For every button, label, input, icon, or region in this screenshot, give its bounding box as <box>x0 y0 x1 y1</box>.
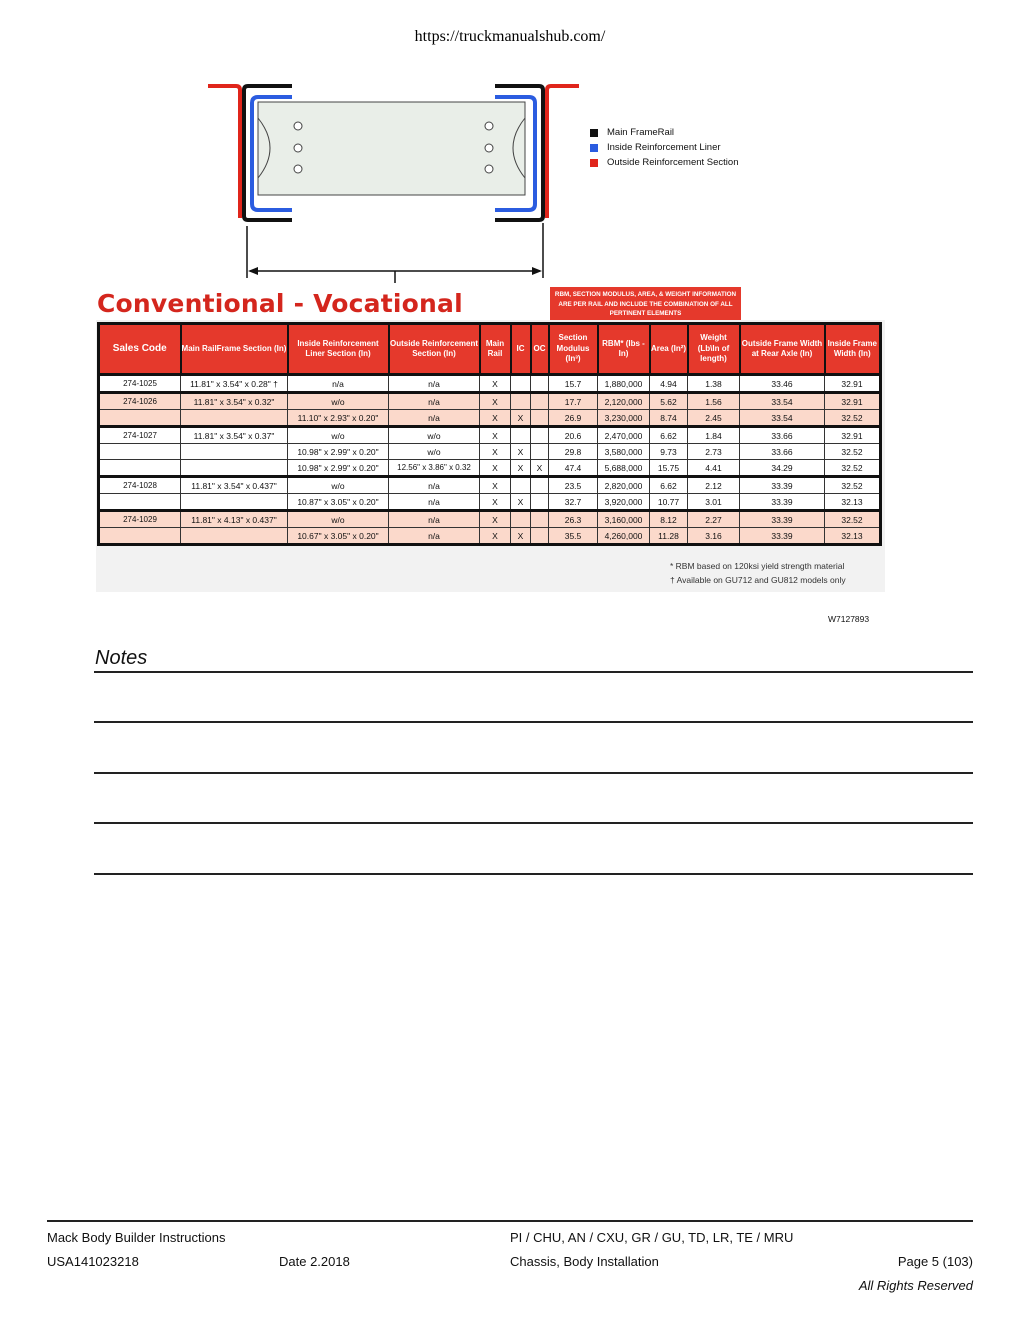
cell-main-section: 11.81" x 3.54" x 0.437" <box>181 477 288 494</box>
cell-area: 6.62 <box>650 427 688 444</box>
cell-section-modulus: 32.7 <box>549 494 598 511</box>
cell-oc: X <box>531 460 549 477</box>
notes-line <box>94 721 973 723</box>
cell-outside-reinforcement: n/a <box>389 410 480 427</box>
cell-weight: 2.27 <box>688 511 740 528</box>
col-header-outside-frame-width: Outside Frame Width at Rear Axle (In) <box>740 324 825 375</box>
col-header-inside-frame-width: Inside Frame Width (In) <box>825 324 881 375</box>
frame-rail-cross-section-diagram <box>200 78 590 283</box>
cell-inside-liner: 10.98" x 2.99" x 0.20" <box>288 444 389 460</box>
cell-outside-reinforcement: 12.56" x 3.86" x 0.32 <box>389 460 480 477</box>
cell-rbm: 4,260,000 <box>598 528 650 545</box>
cell-inside-liner: 10.67" x 3.05" x 0.20" <box>288 528 389 545</box>
cell-inside-frame-width: 32.13 <box>825 528 881 545</box>
cell-main-section <box>181 528 288 545</box>
col-header-outside-reinforcement: Outside Reinforcement Section (In) <box>389 324 480 375</box>
footer-section: Chassis, Body Installation <box>510 1254 659 1269</box>
cell-rbm: 3,920,000 <box>598 494 650 511</box>
cell-rbm: 2,470,000 <box>598 427 650 444</box>
col-header-ic: IC <box>511 324 531 375</box>
legend-item <box>590 140 738 155</box>
legend-item <box>590 125 738 140</box>
cell-outside-reinforcement: w/o <box>389 444 480 460</box>
cell-outside-reinforcement: n/a <box>389 494 480 511</box>
cell-main-rail: X <box>480 528 511 545</box>
table-row <box>99 511 881 528</box>
cell-outside-frame-width: 33.39 <box>740 511 825 528</box>
footer-date: Date 2.2018 <box>279 1254 350 1269</box>
col-header-main-rail: Main Rail <box>480 324 511 375</box>
cell-outside-frame-width: 33.46 <box>740 375 825 393</box>
table-header-row <box>99 324 881 375</box>
legend-swatch <box>590 144 598 152</box>
cell-main-rail: X <box>480 375 511 393</box>
cell-rbm: 2,820,000 <box>598 477 650 494</box>
cell-outside-frame-width: 33.66 <box>740 427 825 444</box>
frame-spec-table <box>97 322 882 546</box>
cell-main-rail: X <box>480 460 511 477</box>
cell-main-rail: X <box>480 494 511 511</box>
cell-inside-liner: 11.10" x 2.93" x 0.20" <box>288 410 389 427</box>
notes-line <box>94 873 973 875</box>
cell-rbm: 1,880,000 <box>598 375 650 393</box>
cell-area: 10.77 <box>650 494 688 511</box>
cell-area: 4.94 <box>650 375 688 393</box>
cell-area: 8.12 <box>650 511 688 528</box>
cell-main-rail: X <box>480 477 511 494</box>
cell-inside-frame-width: 32.91 <box>825 375 881 393</box>
footer-models: PI / CHU, AN / CXU, GR / GU, TD, LR, TE / MRU <box>510 1230 794 1245</box>
cell-outside-reinforcement: n/a <box>389 375 480 393</box>
cell-main-section: 11.81" x 4.13" x 0.437" <box>181 511 288 528</box>
cell-section-modulus: 17.7 <box>549 393 598 410</box>
image-code: W7127893 <box>828 614 870 624</box>
cell-inside-liner: n/a <box>288 375 389 393</box>
cell-weight: 2.45 <box>688 410 740 427</box>
cell-outside-frame-width: 33.39 <box>740 494 825 511</box>
cell-outside-reinforcement: n/a <box>389 528 480 545</box>
cell-section-modulus: 15.7 <box>549 375 598 393</box>
cell-main-section: 11.81" x 3.54" x 0.32" <box>181 393 288 410</box>
cell-main-rail: X <box>480 393 511 410</box>
spec-table-panel <box>96 320 885 592</box>
notes-line <box>94 772 973 774</box>
cell-main-rail: X <box>480 444 511 460</box>
cell-outside-reinforcement: n/a <box>389 511 480 528</box>
cell-main-rail: X <box>480 410 511 427</box>
cell-oc <box>531 375 549 393</box>
footer-doc-number: USA141023218 <box>47 1254 139 1269</box>
cell-ic <box>511 375 531 393</box>
cell-main-section <box>181 460 288 477</box>
legend-label: Outside Reinforcement Section <box>607 157 739 168</box>
cell-outside-reinforcement: n/a <box>389 477 480 494</box>
rbm-footnote: * RBM based on 120ksi yield strength material <box>670 561 845 571</box>
cell-outside-frame-width: 33.54 <box>740 410 825 427</box>
cell-main-section <box>181 494 288 511</box>
cell-outside-frame-width: 34.29 <box>740 460 825 477</box>
cell-sales-code <box>99 494 181 511</box>
cell-rbm: 3,580,000 <box>598 444 650 460</box>
notes-line <box>94 822 973 824</box>
cell-inside-frame-width: 32.52 <box>825 444 881 460</box>
cell-inside-frame-width: 32.13 <box>825 494 881 511</box>
cell-inside-liner: 10.87" x 3.05" x 0.20" <box>288 494 389 511</box>
cell-area: 15.75 <box>650 460 688 477</box>
col-header-oc: OC <box>531 324 549 375</box>
table-row <box>99 427 881 444</box>
footer-doc-title: Mack Body Builder Instructions <box>47 1230 226 1245</box>
cell-sales-code: 274-1027 <box>99 427 181 444</box>
cell-inside-frame-width: 32.52 <box>825 477 881 494</box>
cell-section-modulus: 20.6 <box>549 427 598 444</box>
cell-oc <box>531 393 549 410</box>
cell-oc <box>531 427 549 444</box>
col-header-area: Area (In²) <box>650 324 688 375</box>
cell-ic: X <box>511 410 531 427</box>
cell-rbm: 3,160,000 <box>598 511 650 528</box>
cell-outside-frame-width: 33.66 <box>740 444 825 460</box>
cell-area: 9.73 <box>650 444 688 460</box>
cell-section-modulus: 35.5 <box>549 528 598 545</box>
cell-inside-liner: w/o <box>288 393 389 410</box>
cell-section-modulus: 26.3 <box>549 511 598 528</box>
table-row <box>99 375 881 393</box>
cell-weight: 1.84 <box>688 427 740 444</box>
cell-section-modulus: 26.9 <box>549 410 598 427</box>
cell-weight: 3.16 <box>688 528 740 545</box>
legend-label: Inside Reinforcement Liner <box>607 142 721 153</box>
cell-sales-code: 274-1025 <box>99 375 181 393</box>
cell-ic <box>511 427 531 444</box>
table-row <box>99 393 881 410</box>
cell-ic <box>511 393 531 410</box>
col-header-weight: Weight (Lb\In of length) <box>688 324 740 375</box>
cell-rbm: 5,688,000 <box>598 460 650 477</box>
col-header-section-modulus: Section Modulus (In³) <box>549 324 598 375</box>
cell-rbm: 2,120,000 <box>598 393 650 410</box>
cell-sales-code: 274-1026 <box>99 393 181 410</box>
cell-oc <box>531 444 549 460</box>
cell-main-section: 11.81" x 3.54" x 0.37" <box>181 427 288 444</box>
table-row <box>99 528 881 545</box>
cell-oc <box>531 511 549 528</box>
table-row <box>99 494 881 511</box>
cell-main-section: 11.81" x 3.54" x 0.28" † <box>181 375 288 393</box>
cell-oc <box>531 528 549 545</box>
cell-ic <box>511 511 531 528</box>
cell-sales-code: 274-1029 <box>99 511 181 528</box>
cell-outside-reinforcement: w/o <box>389 427 480 444</box>
cell-inside-frame-width: 32.91 <box>825 393 881 410</box>
cell-weight: 2.73 <box>688 444 740 460</box>
table-row <box>99 477 881 494</box>
info-note-box: RBM, SECTION MODULUS, AREA, & WEIGHT INFORMATION ARE PER RAIL AND INCLUDE THE COMBINATION OF ALL PERTINENT ELEMENTS <box>550 287 741 320</box>
footer-rights: All Rights Reserved <box>858 1278 973 1293</box>
cell-inside-frame-width: 32.52 <box>825 460 881 477</box>
cell-sales-code <box>99 528 181 545</box>
col-header-rbm: RBM* (lbs - In) <box>598 324 650 375</box>
footer-page-number: Page 5 (103) <box>897 1254 973 1269</box>
diagram-legend <box>590 125 738 170</box>
cell-area: 6.62 <box>650 477 688 494</box>
legend-item <box>590 155 738 170</box>
legend-swatch <box>590 159 598 167</box>
cell-inside-frame-width: 32.52 <box>825 511 881 528</box>
col-header-inside-liner: Inside Reinforcement Liner Section (In) <box>288 324 389 375</box>
notes-line <box>94 671 973 673</box>
cell-outside-reinforcement: n/a <box>389 393 480 410</box>
cell-inside-frame-width: 32.52 <box>825 410 881 427</box>
cell-oc <box>531 494 549 511</box>
availability-footnote: † Available on GU712 and GU812 models only <box>670 575 846 585</box>
col-header-sales-code: Sales Code <box>99 324 181 375</box>
table-title: Conventional - Vocational <box>97 289 463 318</box>
cell-ic: X <box>511 494 531 511</box>
notes-heading: Notes <box>95 647 148 669</box>
cell-oc <box>531 477 549 494</box>
col-header-main-rail-section: Main RailFrame Section (In) <box>181 324 288 375</box>
cell-weight: 1.56 <box>688 393 740 410</box>
table-row <box>99 444 881 460</box>
cell-weight: 2.12 <box>688 477 740 494</box>
cell-ic: X <box>511 444 531 460</box>
cell-inside-liner: w/o <box>288 511 389 528</box>
cell-inside-liner: w/o <box>288 477 389 494</box>
cell-outside-frame-width: 33.54 <box>740 393 825 410</box>
cell-sales-code <box>99 460 181 477</box>
cell-ic <box>511 477 531 494</box>
legend-swatch <box>590 129 598 137</box>
cell-sales-code <box>99 410 181 427</box>
cell-section-modulus: 47.4 <box>549 460 598 477</box>
cell-main-section <box>181 444 288 460</box>
cell-ic: X <box>511 460 531 477</box>
cell-main-rail: X <box>480 511 511 528</box>
cell-sales-code <box>99 444 181 460</box>
cell-oc <box>531 410 549 427</box>
table-row <box>99 410 881 427</box>
cell-weight: 1.38 <box>688 375 740 393</box>
cell-area: 5.62 <box>650 393 688 410</box>
cell-section-modulus: 23.5 <box>549 477 598 494</box>
cell-rbm: 3,230,000 <box>598 410 650 427</box>
cell-main-rail: X <box>480 427 511 444</box>
cell-area: 11.28 <box>650 528 688 545</box>
cell-sales-code: 274-1028 <box>99 477 181 494</box>
cell-outside-frame-width: 33.39 <box>740 477 825 494</box>
cell-outside-frame-width: 33.39 <box>740 528 825 545</box>
header-url: https://truckmanualshub.com/ <box>414 28 606 45</box>
cell-section-modulus: 29.8 <box>549 444 598 460</box>
cell-weight: 3.01 <box>688 494 740 511</box>
table-row <box>99 460 881 477</box>
cell-ic: X <box>511 528 531 545</box>
footer-rule <box>47 1220 973 1222</box>
legend-label: Main FrameRail <box>607 127 675 138</box>
cell-weight: 4.41 <box>688 460 740 477</box>
cell-inside-liner: w/o <box>288 427 389 444</box>
cell-inside-frame-width: 32.91 <box>825 427 881 444</box>
cell-inside-liner: 10.98" x 2.99" x 0.20" <box>288 460 389 477</box>
cell-area: 8.74 <box>650 410 688 427</box>
cell-main-section <box>181 410 288 427</box>
